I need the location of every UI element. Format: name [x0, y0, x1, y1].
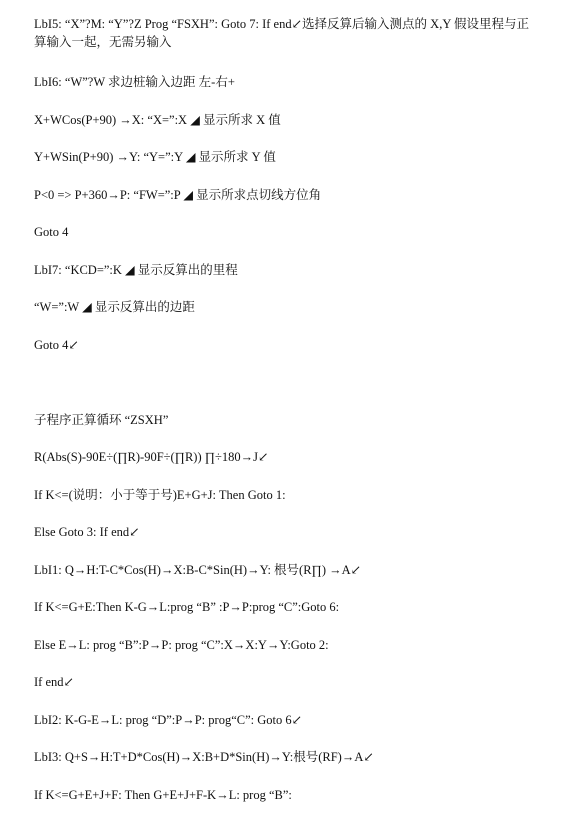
- text-line-goto4-end: Goto 4↙: [34, 338, 79, 352]
- subroutine-title: 子程序正算循环 “ZSXH”: [34, 413, 169, 427]
- text-line-if-end: If end↙: [34, 675, 74, 689]
- text-line-lbl3: LbI3: Q+S→H:T+D*Cos(H)→X:B+D*Sin(H)→Y:根号(RF)→A↙: [34, 750, 374, 764]
- text-line-goto4: Goto 4: [34, 225, 69, 239]
- text-line-azimuth: P<0 => P+360→P: “FW=”:P ◢ 显示所求点切线方位角: [34, 188, 322, 202]
- text-line-lbl5: LbI5: “X”?M: “Y”?Z Prog “FSXH”: Goto 7: If end↙选择反算后输入测点的 X,Y 假设里程与正算输入一起，无需另输入: [34, 17, 530, 49]
- text-line-offset: “W=”:W ◢ 显示反算出的边距: [34, 300, 195, 314]
- text-line-lbl1: LbI1: Q→H:T-C*Cos(H)→X:B-C*Sin(H)→Y: 根号(R∏) →A↙: [34, 563, 362, 577]
- text-line-if-k: If K<=(说明：小于等于号)E+G+J: Then Goto 1:: [34, 488, 286, 502]
- text-line-if-k-final: If K<=G+E+J+F: Then G+E+J+F-K→L: prog “B”:: [34, 788, 292, 802]
- text-line-lbl7: LbI7: “KCD=”:K ◢ 显示反算出的里程: [34, 263, 238, 277]
- text-line-x-formula: X+WCos(P+90) →X: “X=”:X ◢ 显示所求 X 值: [34, 113, 281, 127]
- text-line-y-formula: Y+WSin(P+90) →Y: “Y=”:Y ◢ 显示所求 Y 值: [34, 150, 276, 164]
- text-line-r-formula: R(Abs(S)-90E÷(∏R)-90F÷(∏R)) ∏÷180→J↙: [34, 450, 269, 464]
- text-line-lbl6: LbI6: “W”?W 求边桩输入边距 左-右+: [34, 75, 235, 89]
- text-line-lbl2: LbI2: K-G-E→L: prog “D”:P→P: prog“C”: Goto 6↙: [34, 713, 303, 727]
- text-line-else-goto3: Else Goto 3: If end↙: [34, 525, 140, 539]
- text-line-else-e: Else E→L: prog “B”:P→P: prog “C”:X→X:Y→Y:Goto 2:: [34, 638, 329, 652]
- text-line-if-k-ge: If K<=G+E:Then K-G→L:prog “B” :P→P:prog “C”:Goto 6:: [34, 600, 340, 614]
